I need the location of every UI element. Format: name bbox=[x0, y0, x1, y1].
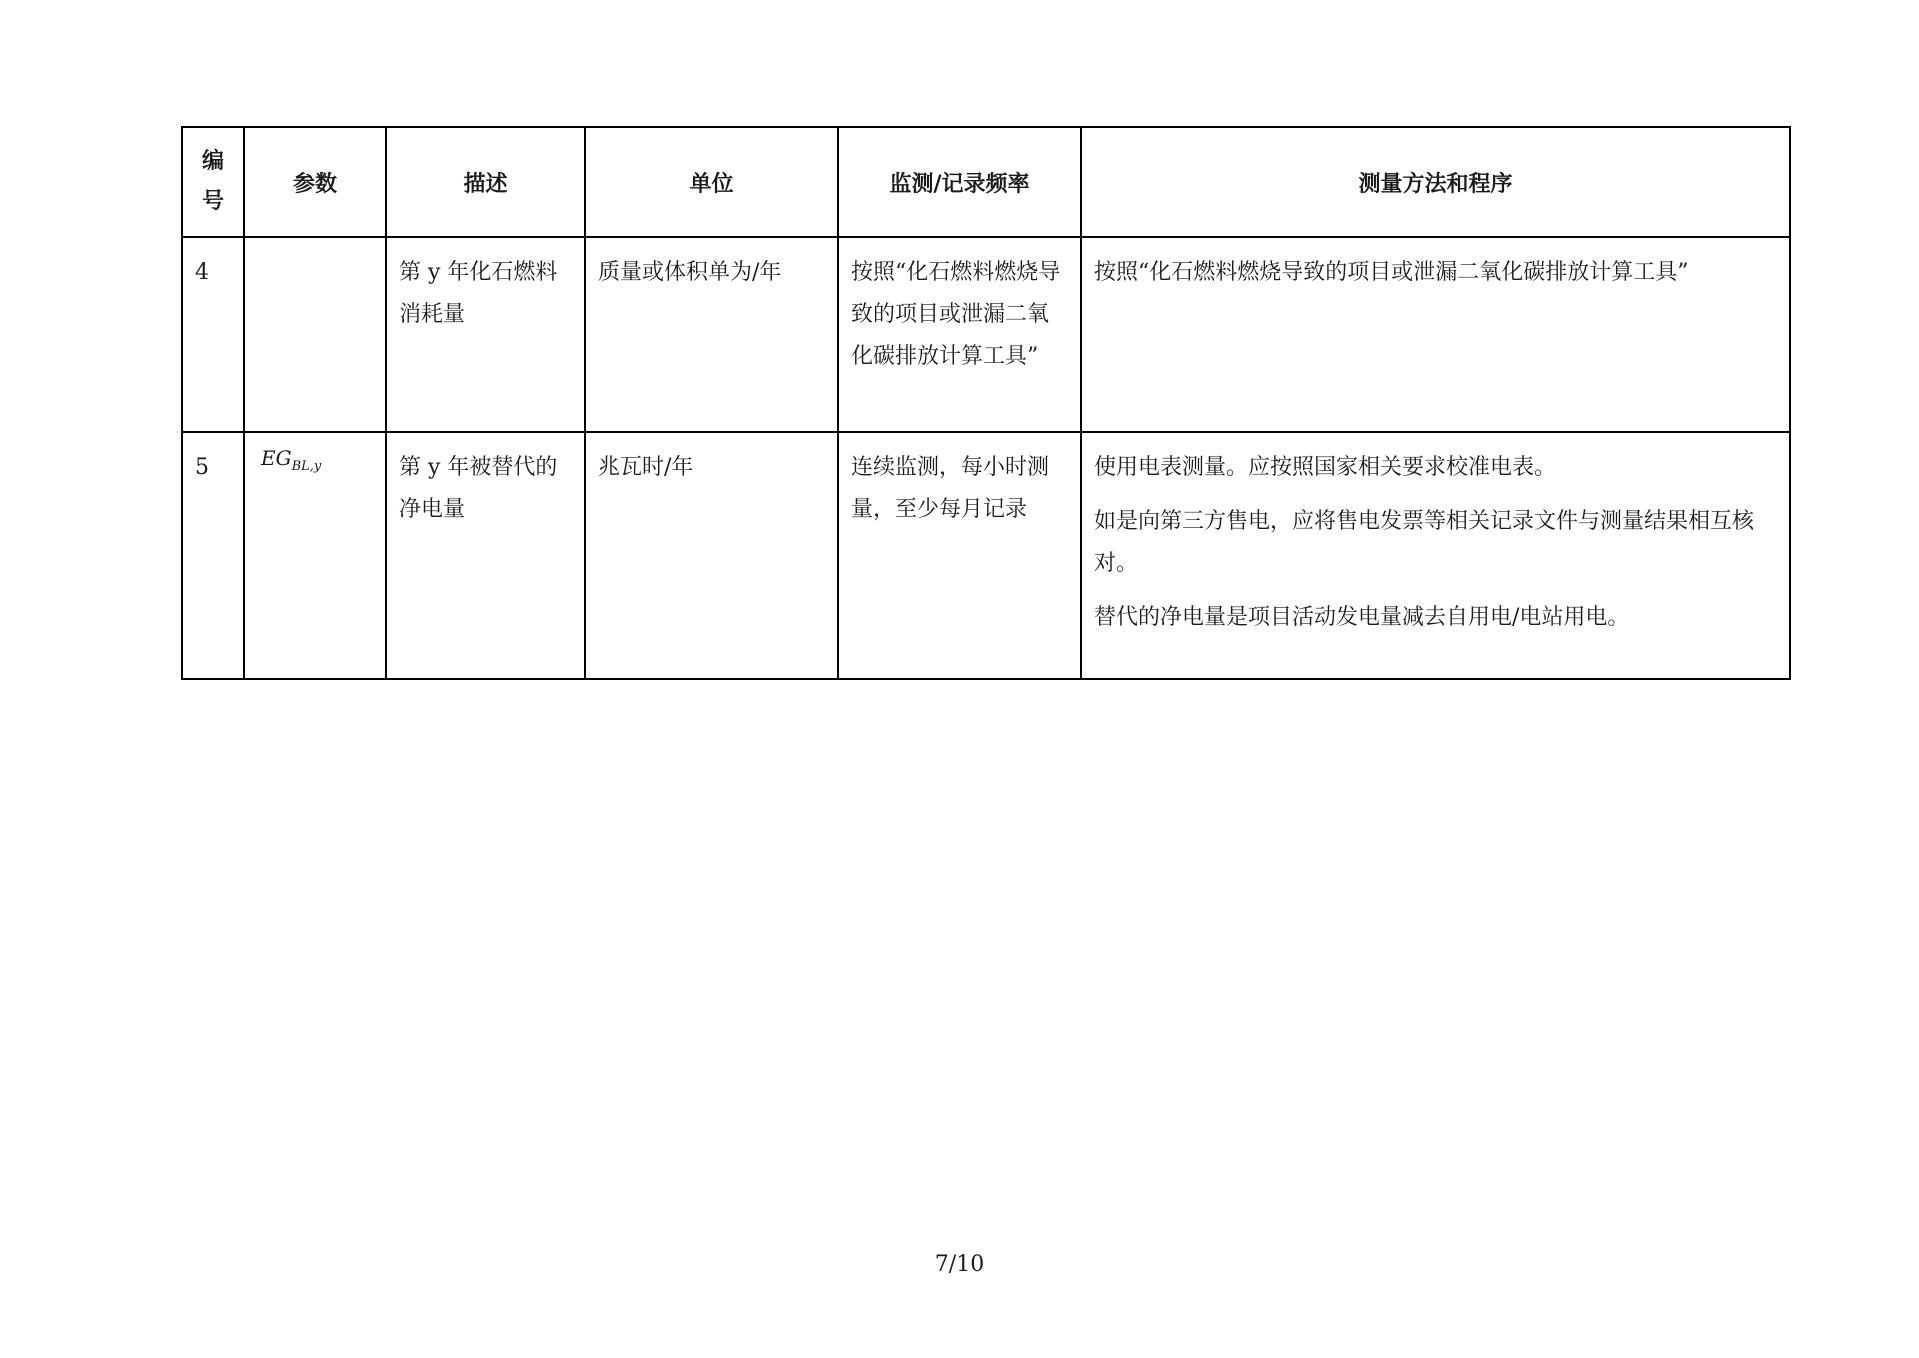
cell-method bbox=[1081, 432, 1790, 679]
page-number: 7/10 bbox=[934, 1252, 985, 1277]
header-number-line-1: 编 bbox=[201, 149, 224, 174]
row-number: 4 bbox=[195, 260, 209, 285]
cell-number bbox=[182, 432, 244, 679]
description-text: 第 y 年化石燃料消耗量 bbox=[399, 260, 558, 327]
cell-method bbox=[1081, 237, 1790, 432]
method-paragraph: 如是向第三方售电，应将售电发票等相关记录文件与测量结果相互核对。 bbox=[1094, 509, 1755, 576]
method-text bbox=[1082, 433, 1789, 661]
header-method: 测量方法和程序 bbox=[1081, 127, 1790, 237]
parameter-main: EG bbox=[261, 446, 292, 470]
parameter-symbol bbox=[245, 238, 385, 258]
table-row bbox=[182, 237, 1790, 432]
cell-unit bbox=[585, 237, 838, 432]
cell-parameter bbox=[244, 237, 386, 432]
cell-number bbox=[182, 237, 244, 432]
header-frequency: 监测/记录频率 bbox=[838, 127, 1081, 237]
monitoring-parameters-table bbox=[181, 126, 1791, 680]
frequency-text: 连续监测，每小时测量，至少每月记录 bbox=[851, 455, 1050, 522]
method-paragraph: 使用电表测量。应按照国家相关要求校准电表。 bbox=[1094, 455, 1557, 480]
cell-frequency bbox=[838, 432, 1081, 679]
header-number bbox=[182, 127, 244, 237]
header-parameter: 参数 bbox=[244, 127, 386, 237]
method-paragraph: 按照“化石燃料燃烧导致的项目或泄漏二氧化碳排放计算工具” bbox=[1094, 260, 1689, 285]
header-description: 描述 bbox=[386, 127, 585, 237]
cell-description bbox=[386, 432, 585, 679]
table-row bbox=[182, 432, 1790, 679]
unit-text: 质量或体积单为/年 bbox=[598, 260, 782, 285]
frequency-text: 按照“化石燃料燃烧导致的项目或泄漏二氧化碳排放计算工具” bbox=[851, 260, 1061, 369]
table-header-row bbox=[182, 127, 1790, 237]
header-unit: 单位 bbox=[585, 127, 838, 237]
header-number-line-2: 号 bbox=[201, 189, 224, 214]
unit-text: 兆瓦时/年 bbox=[598, 455, 694, 480]
parameter-symbol bbox=[245, 433, 385, 492]
cell-parameter bbox=[244, 432, 386, 679]
cell-unit bbox=[585, 432, 838, 679]
cell-description bbox=[386, 237, 585, 432]
description-text: 第 y 年被替代的净电量 bbox=[399, 455, 558, 522]
cell-frequency bbox=[838, 237, 1081, 432]
method-text bbox=[1082, 238, 1789, 316]
parameter-subscript: BL,y bbox=[291, 459, 322, 474]
row-number: 5 bbox=[195, 455, 209, 480]
method-paragraph: 替代的净电量是项目活动发电量减去自用电/电站用电。 bbox=[1094, 605, 1630, 630]
